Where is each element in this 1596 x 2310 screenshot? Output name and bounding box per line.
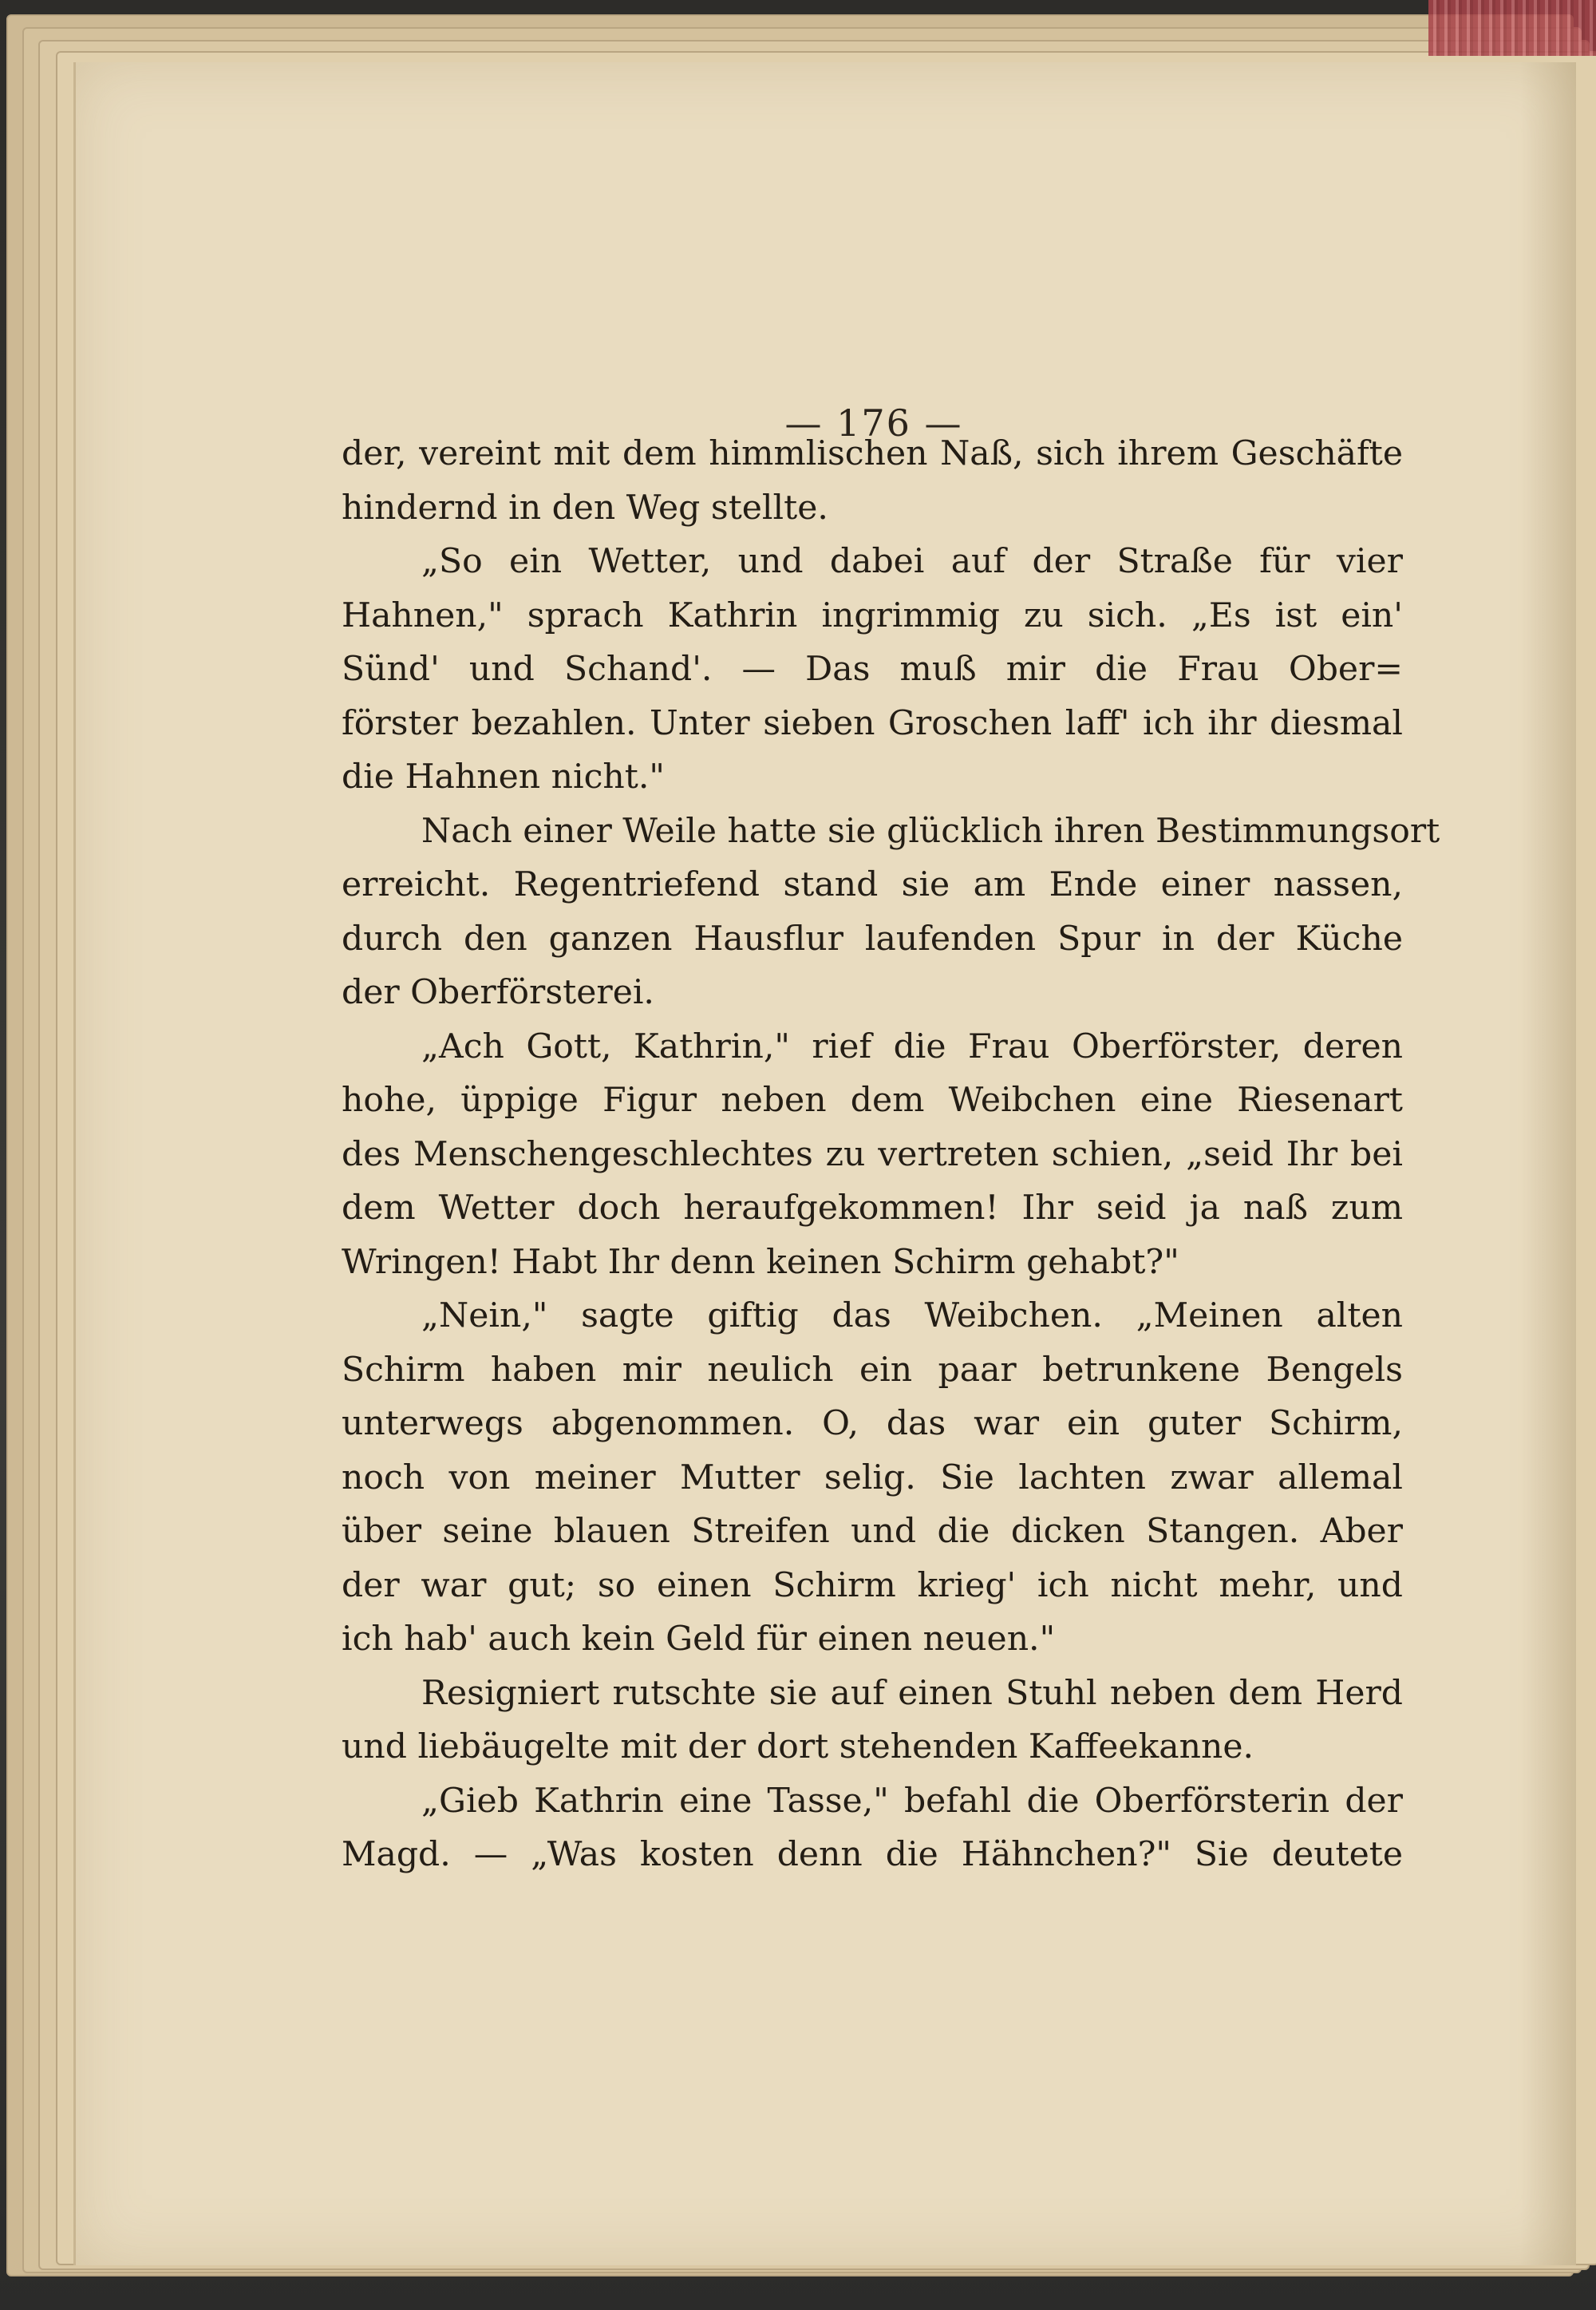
page-gutter-shade [1520, 62, 1576, 2265]
text-line: hindernd in den Weg stellte. [342, 488, 828, 528]
text-line: Wringen! Habt Ihr denn keinen Schirm gehabt?" [342, 1242, 1179, 1282]
text-line: durch den ganzen Hausflur laufenden Spur in der Küche [342, 919, 1403, 959]
text-line: Magd. — „Was kosten denn die Hähnchen?" Sie deutete [342, 1835, 1403, 1874]
body-text [342, 427, 1440, 1882]
text-line: Resigniert rutschte sie auf einen Stuhl neben dem Herd [421, 1673, 1403, 1713]
text-line: erreicht. Regentriefend stand sie am Ende einer nassen, [342, 865, 1403, 904]
text-line: „Gieb Kathrin eine Tasse," befahl die Oberförsterin der [421, 1781, 1403, 1821]
text-line: „Ach Gott, Kathrin," rief die Frau Oberförster, deren [421, 1026, 1403, 1066]
text-line: Hahnen," sprach Kathrin ingrimmig zu sich. „Es ist ein' [342, 595, 1403, 635]
text-line: noch von meiner Mutter selig. Sie lachten zwar allemal [342, 1458, 1403, 1497]
text-line: über seine blauen Streifen und die dicken Stangen. Aber [342, 1512, 1403, 1551]
red-page-edge [1428, 0, 1596, 56]
text-line: dem Wetter doch heraufgekommen! Ihr seid ja naß zum [342, 1189, 1403, 1228]
text-line: der Oberförsterei. [342, 973, 654, 1012]
text-line: des Menschengeschlechtes zu vertreten schien, „seid Ihr bei [342, 1134, 1403, 1174]
page-number: — 176 — [784, 401, 963, 445]
text-line: förster bezahlen. Unter sieben Groschen laff' ich ihr diesmal [342, 703, 1403, 743]
text-line: ich hab' auch kein Geld für einen neuen." [342, 1620, 1056, 1659]
text-line: „So ein Wetter, und dabei auf der Straße für vier [421, 542, 1403, 581]
text-line: Nach einer Weile hatte sie glücklich ihren Bestimmungsort [421, 811, 1440, 851]
text-line: „Nein," sagte giftig das Weibchen. „Meinen alten [421, 1296, 1403, 1335]
text-line: hohe, üppige Figur neben dem Weibchen eine Riesenart [342, 1081, 1403, 1120]
text-line: und liebäugelte mit der dort stehenden Kaffeekanne. [342, 1727, 1254, 1766]
text-line: unterwegs abgenommen. O, das war ein guter Schirm, [342, 1404, 1403, 1443]
text-line: Schirm haben mir neulich ein paar betrunkene Bengels [342, 1350, 1403, 1390]
text-line: der, vereint mit dem himmlischen Naß, sich ihrem Geschäfte [342, 434, 1403, 473]
text-line: die Hahnen nicht." [342, 757, 665, 797]
text-line: der war gut; so einen Schirm krieg' ich nicht mehr, und [342, 1565, 1403, 1605]
text-line: Sünd' und Schand'. — Das muß mir die Frau Ober= [342, 650, 1403, 689]
